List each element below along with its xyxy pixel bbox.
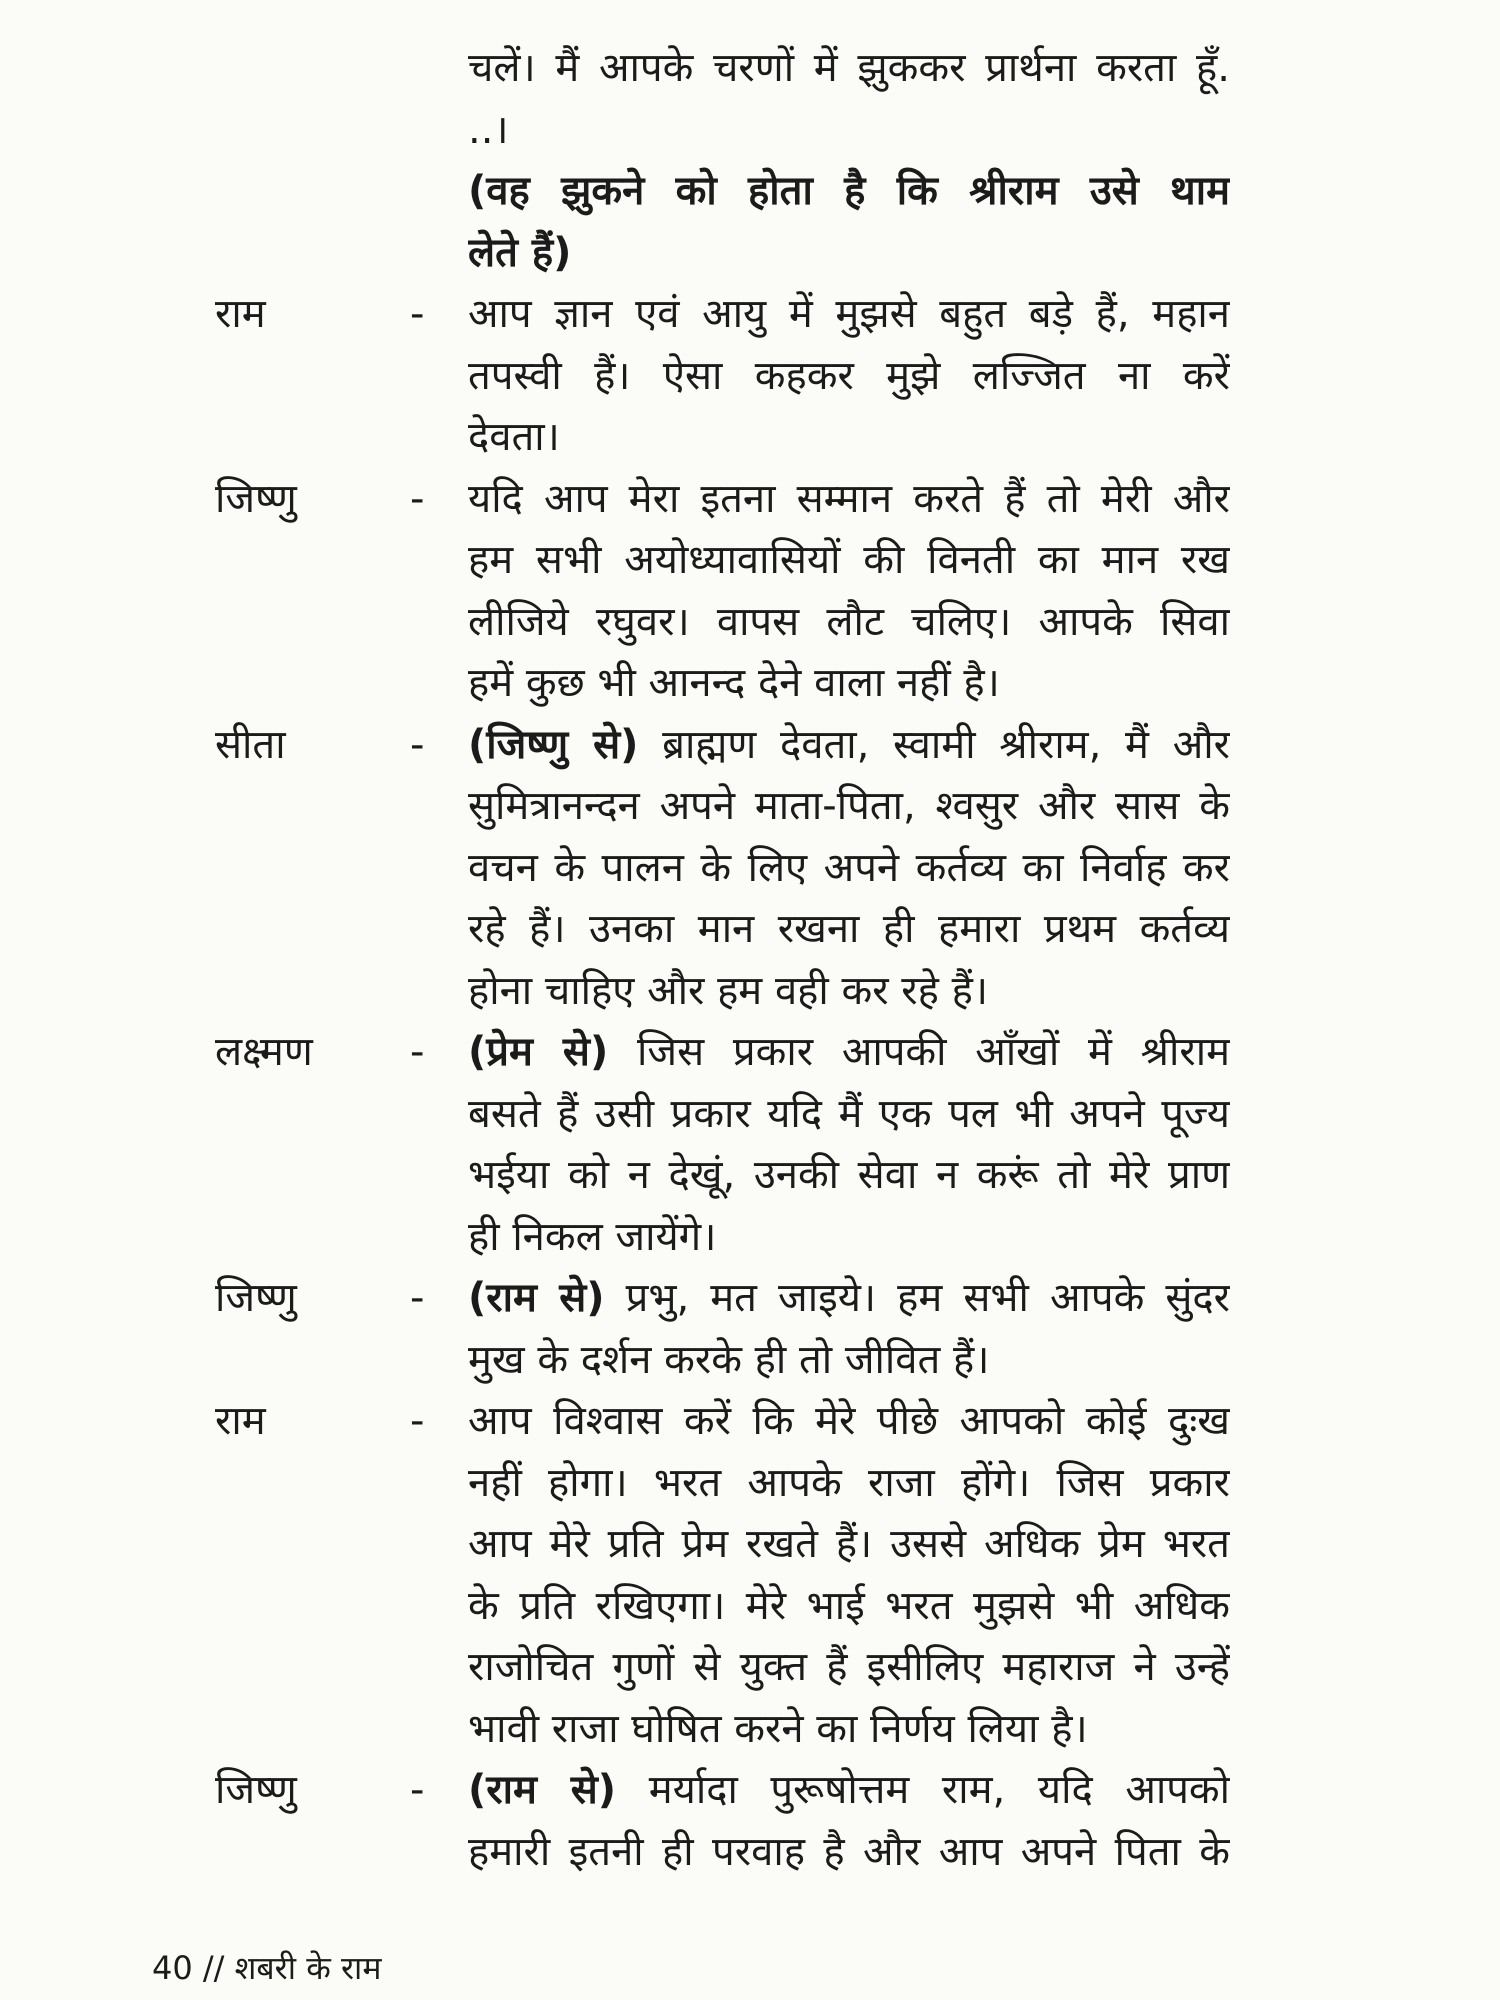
line-text — [468, 838, 1230, 900]
line-text — [468, 961, 1230, 1023]
dialogue-text: वचन के पालन के लिए अपने कर्तव्य का निर्वाह कर — [468, 844, 1230, 891]
stage-direction: (राम से) — [468, 1767, 617, 1813]
line-text — [468, 653, 1230, 715]
speaker-name: जिष्णु — [215, 1767, 297, 1813]
dialogue-text: ही निकल जायेंगे। — [468, 1213, 717, 1260]
speaker-name: सीता — [215, 721, 286, 768]
page-number: 40 — [152, 1949, 193, 1987]
line-text — [468, 1760, 1230, 1822]
dialogue-text: हम सभी अयोध्यावासियों की विनती का मान रख — [468, 537, 1230, 583]
footer-separator: // — [202, 1949, 225, 1987]
text-line — [0, 1268, 1500, 1330]
speaker-dash: - — [410, 475, 425, 522]
text-line — [0, 592, 1500, 654]
stage-direction: लेते हैं) — [468, 229, 572, 276]
stage-direction: (वह झुकने को होता है कि श्रीराम उसे थाम — [468, 168, 1230, 214]
line-text — [468, 592, 1230, 654]
line-text — [468, 530, 1230, 592]
speaker-dash: - — [410, 291, 425, 337]
stage-direction: (प्रेम से) — [468, 1029, 609, 1075]
dialogue-text: लीजिये रघुवर। वापस लौट चलिए। आपके सिवा — [468, 598, 1230, 645]
line-text — [468, 223, 1230, 285]
dialogue-text: आप ज्ञान एवं आयु में मुझसे बहुत बड़े हैं, महान — [468, 291, 1230, 337]
text-line — [0, 346, 1500, 408]
line-text — [468, 1453, 1230, 1515]
text-line — [0, 1699, 1500, 1761]
text-line — [0, 1576, 1500, 1638]
dialogue-text: जिस प्रकार आपकी आँखों में श्रीराम — [608, 1029, 1230, 1075]
line-text — [468, 100, 1230, 162]
text-line — [0, 776, 1500, 838]
dialogue-text: मुख के दर्शन करके ही तो जीवित हैं। — [468, 1336, 990, 1383]
text-line — [0, 1145, 1500, 1207]
speaker-dash: - — [410, 1029, 425, 1075]
page-footer — [152, 1948, 381, 1988]
text-line — [0, 1514, 1500, 1576]
dialogue-text: यदि आप मेरा इतना सम्मान करते हैं तो मेरी और — [468, 475, 1230, 522]
line-text — [468, 1637, 1230, 1699]
text-line — [0, 899, 1500, 961]
text-line — [0, 1207, 1500, 1269]
text-line — [0, 1084, 1500, 1146]
text-line — [0, 838, 1500, 900]
text-line — [0, 1822, 1500, 1884]
speaker-dash: - — [410, 1767, 425, 1813]
line-text — [468, 1391, 1230, 1453]
speaker-name: जिष्णु — [215, 1275, 297, 1321]
dialogue-body — [0, 38, 1500, 1883]
line-text — [468, 407, 1230, 469]
text-line — [0, 1453, 1500, 1515]
dialogue-text: के प्रति रखिएगा। मेरे भाई भरत मुझसे भी अधिक — [468, 1582, 1230, 1629]
speaker-name: राम — [215, 1398, 266, 1444]
speaker-dash: - — [410, 721, 425, 768]
line-text — [468, 1576, 1230, 1638]
line-text — [468, 715, 1230, 777]
text-line — [0, 100, 1500, 162]
line-text — [468, 1084, 1230, 1146]
stage-direction: (राम से) — [468, 1275, 605, 1321]
dialogue-text: आप मेरे प्रति प्रेम रखते हैं। उससे अधिक प्रेम भरत — [468, 1521, 1230, 1567]
speaker-dash: - — [410, 1398, 425, 1444]
text-line — [0, 284, 1500, 346]
dialogue-text: रहे हैं। उनका मान रखना ही हमारा प्रथम कर्तव्य — [468, 906, 1230, 952]
speaker-name: लक्ष्मण — [215, 1029, 313, 1075]
line-text — [468, 38, 1230, 100]
text-line — [0, 1022, 1500, 1084]
line-text — [468, 284, 1230, 346]
line-text — [468, 161, 1230, 223]
line-text — [468, 346, 1230, 408]
text-line — [0, 961, 1500, 1023]
line-text — [468, 1145, 1230, 1207]
text-line — [0, 1391, 1500, 1453]
dialogue-text: मर्यादा पुरूषोत्तम राम, यदि आपको — [616, 1767, 1230, 1813]
dialogue-text: हमें कुछ भी आनन्द देने वाला नहीं है। — [468, 660, 1000, 706]
line-text — [468, 469, 1230, 531]
speaker-dash: - — [410, 1275, 425, 1321]
dialogue-text: बसते हैं उसी प्रकार यदि मैं एक पल भी अपने पूज्य — [468, 1090, 1230, 1137]
text-line — [0, 161, 1500, 223]
text-line — [0, 653, 1500, 715]
line-text — [468, 1514, 1230, 1576]
dialogue-text: सुमित्रानन्दन अपने माता-पिता, श्वसुर और सास के — [468, 783, 1230, 829]
dialogue-text: प्रभु, मत जाइये। हम सभी आपके सुंदर — [604, 1275, 1230, 1321]
line-text — [468, 1822, 1230, 1884]
line-text — [468, 1330, 1230, 1392]
dialogue-text: नहीं होगा। भरत आपके राजा होंगे। जिस प्रकार — [468, 1459, 1230, 1506]
dialogue-text: हमारी इतनी ही परवाह है और आप अपने पिता के — [468, 1828, 1230, 1875]
line-text — [468, 1022, 1230, 1084]
text-line — [0, 1760, 1500, 1822]
line-text — [468, 1699, 1230, 1761]
text-line — [0, 715, 1500, 777]
dialogue-text: होना चाहिए और हम वही कर रहे हैं। — [468, 967, 989, 1014]
line-text — [468, 1207, 1230, 1269]
stage-direction: (जिष्णु से) — [468, 721, 639, 768]
dialogue-text: तपस्वी हैं। ऐसा कहकर मुझे लज्जित ना करें — [468, 352, 1230, 399]
speaker-name: राम — [215, 291, 266, 337]
line-text — [468, 776, 1230, 838]
book-title: शबरी के राम — [234, 1949, 382, 1987]
dialogue-text: आप विश्वास करें कि मेरे पीछे आपको कोई दुःख — [468, 1398, 1230, 1444]
dialogue-text: देवता। — [468, 414, 560, 460]
text-line — [0, 223, 1500, 285]
dialogue-text: राजोचित गुणों से युक्त हैं इसीलिए महाराज ने उन्हें — [468, 1644, 1230, 1690]
dialogue-text: भईया को न देखूं, उनकी सेवा न करूं तो मेरे प्राण — [468, 1152, 1230, 1198]
text-line — [0, 1637, 1500, 1699]
dialogue-text: भावी राजा घोषित करने का निर्णय लिया है। — [468, 1705, 1088, 1752]
dialogue-text: चलें। मैं आपके चरणों में झुककर प्रार्थना करता हूँ. — [468, 45, 1230, 91]
text-line — [0, 530, 1500, 592]
dialogue-text: ब्राह्मण देवता, स्वामी श्रीराम, मैं और — [638, 721, 1230, 768]
line-text — [468, 899, 1230, 961]
dialogue-text: ..। — [468, 106, 509, 153]
text-line — [0, 1330, 1500, 1392]
speaker-name: जिष्णु — [215, 475, 297, 522]
text-line — [0, 38, 1500, 100]
text-line — [0, 407, 1500, 469]
line-text — [468, 1268, 1230, 1330]
text-line — [0, 469, 1500, 531]
